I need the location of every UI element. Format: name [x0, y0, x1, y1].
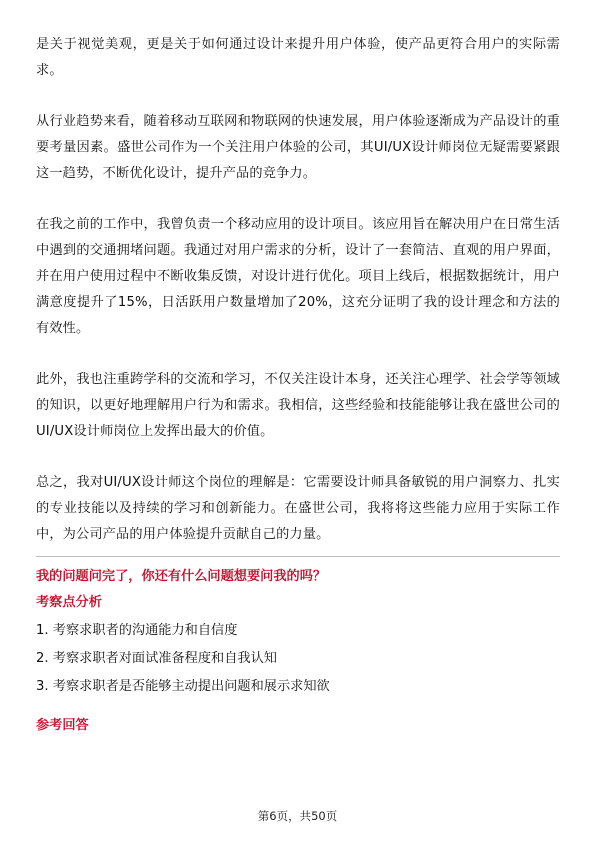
list-item: 1. 考察求职者的沟通能力和自信度 [36, 623, 238, 638]
paragraph-summary: 总之，我对UI/UX设计师这个岗位的理解是：它需要设计师具备敏锐的用户洞察力、扎实的专业技能以及持续的学习和创新能力。在盛世公司，我将将这些能力应用于实际工作中，为公司产品的用户体验提升贡献自己的力量。 [36, 475, 560, 542]
paragraph-cross-discipline: 此外，我也注重跨学科的交流和学习，不仅关注设计本身，还关注心理学、社会学等领域的知识，以更好地理解用户行为和需求。我相信，这些经验和技能能够让我在盛世公司的UI/UX设计师岗位上发挥出最大的价值。 [36, 372, 560, 439]
analysis-heading: 考察点分析 [36, 595, 102, 610]
interview-question: 我的问题问完了，你还有什么问题想要问我的吗？ [36, 569, 327, 584]
document-page [36, 32, 560, 737]
paragraph-continuation: 是关于视觉美观，更是关于如何通过设计来提升用户体验，使产品更符合用户的实际需求。 [36, 37, 560, 78]
reference-answer-heading: 参考回答 [36, 718, 89, 733]
list-item: 2. 考察求职者对面试准备程度和自我认知 [36, 651, 277, 666]
paragraph-industry-trend: 从行业趋势来看，随着移动互联网和物联网的快速发展，用户体验逐渐成为产品设计的重要考量因素。盛世公司作为一个关注用户体验的公司，其UI/UX设计师岗位无疑需要紧跟这一趋势，不断优化设计，提升产品的竞争力。 [36, 114, 560, 181]
page-number: 第6页，共50页 [257, 809, 338, 823]
paragraph-project-experience: 在我之前的工作中，我曾负责一个移动应用的设计项目。该应用旨在解决用户在日常生活中遇到的交通拥堵问题。我通过对用户需求的分析，设计了一套简洁、直观的用户界面，并在用户使用过程中不断收集反馈，对设计进行优化。项目上线后，根据数据统计，用户满意度提升了15%，日活跃用户数量增加了20%，这充分证明了我的设计理念和方法的有效性。 [36, 217, 560, 336]
analysis-list [36, 617, 560, 701]
list-item: 3. 考察求职者是否能够主动提出问题和展示求知欲 [36, 679, 330, 694]
section-divider [36, 556, 560, 557]
